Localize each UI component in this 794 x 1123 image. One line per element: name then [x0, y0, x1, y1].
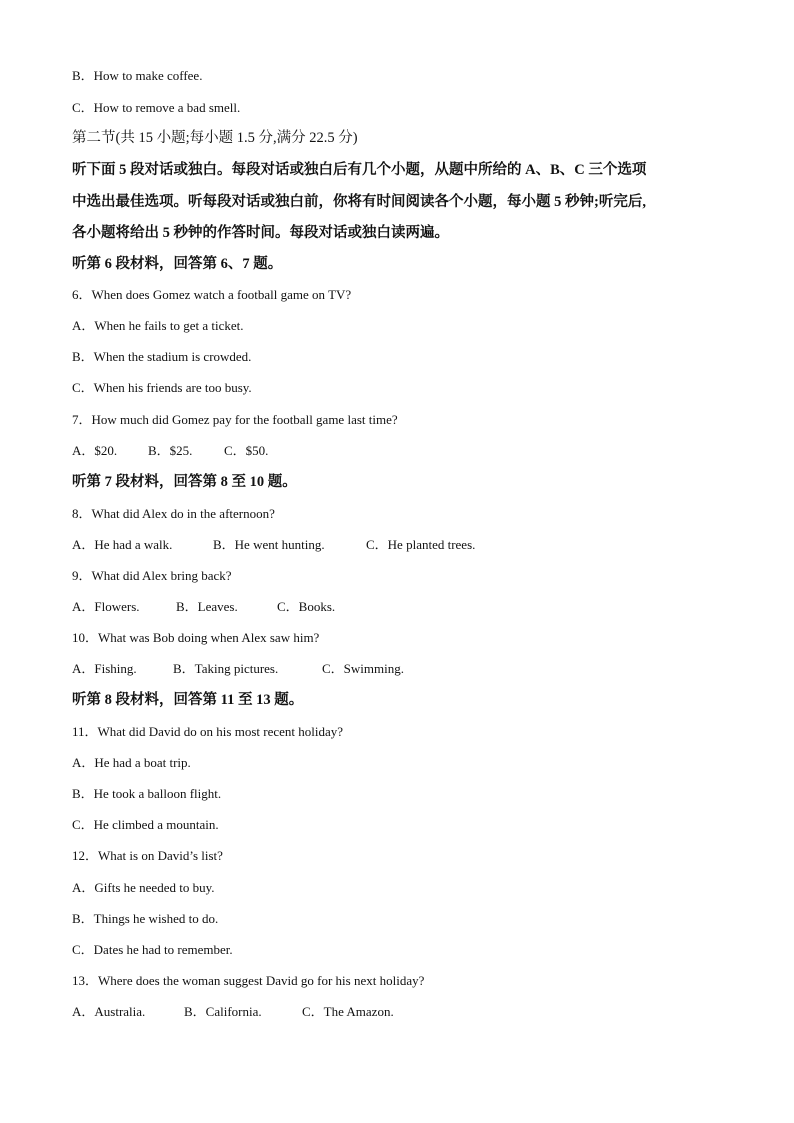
question-9-option-b: B．Leaves.	[176, 599, 238, 614]
question-8-option-a: A．He had a walk.	[72, 537, 173, 552]
option-c-prev: C．How to remove a bad smell.	[72, 100, 241, 115]
question-12-stem: 12．What is on David’s list?	[72, 848, 223, 863]
material-6-heading: 听第 6 段材料，回答第 6、7 题。	[72, 256, 283, 272]
question-11-option-b: B．He took a balloon flight.	[72, 786, 222, 801]
option-b-prev: B．How to make coffee.	[72, 68, 203, 83]
question-6-option-b: B．When the stadium is crowded.	[72, 349, 252, 364]
question-10-option-a: A．Fishing.	[72, 661, 137, 676]
question-6-option-c: C．When his friends are too busy.	[72, 380, 252, 395]
question-10-option-c: C．Swimming.	[322, 661, 404, 676]
question-12-option-b: B．Things he wished to do.	[72, 911, 219, 926]
question-7-option-c: C．$50.	[224, 443, 269, 458]
question-7-stem: 7．How much did Gomez pay for the football game last time?	[72, 412, 398, 427]
question-9-option-c: C．Books.	[277, 599, 336, 614]
question-8-option-b: B．He went hunting.	[213, 537, 325, 552]
question-12-option-a: A．Gifts he needed to buy.	[72, 880, 215, 895]
question-8-stem: 8．What did Alex do in the afternoon?	[72, 506, 275, 521]
question-11-option-c: C．He climbed a mountain.	[72, 817, 219, 832]
question-13-stem: 13．Where does the woman suggest David go for his next holiday?	[72, 973, 425, 988]
question-7-option-b: B．$25.	[148, 443, 193, 458]
instruction-line-3: 各小题将给出 5 秒钟的作答时间。每段对话或独白读两遍。	[72, 225, 449, 241]
material-8-heading: 听第 8 段材料，回答第 11 至 13 题。	[72, 692, 304, 708]
material-7-heading: 听第 7 段材料，回答第 8 至 10 题。	[72, 474, 297, 490]
question-10-stem: 10．What was Bob doing when Alex saw him?	[72, 630, 320, 645]
question-12-option-c: C．Dates he had to remember.	[72, 942, 233, 957]
question-6-option-a: A．When he fails to get a ticket.	[72, 318, 244, 333]
question-13-option-a: A．Australia.	[72, 1004, 146, 1019]
section-title: 第二节(共 15 小题;每小题 1.5 分,满分 22.5 分)	[72, 130, 358, 146]
question-9-option-a: A．Flowers.	[72, 599, 140, 614]
question-7-option-a: A．$20.	[72, 443, 118, 458]
instruction-line-2: 中选出最佳选项。听每段对话或独白前，你将有时间阅读各个小题，每小题 5 秒钟;听完后,	[72, 194, 646, 210]
question-9-stem: 9．What did Alex bring back?	[72, 568, 232, 583]
question-13-option-b: B．California.	[184, 1004, 262, 1019]
question-11-stem: 11．What did David do on his most recent holiday?	[72, 724, 344, 739]
question-10-option-b: B．Taking pictures.	[173, 661, 279, 676]
question-8-option-c: C．He planted trees.	[366, 537, 476, 552]
instruction-line-1: 听下面 5 段对话或独白。每段对话或独白后有几个小题，从题中所给的 A、B、C 三个选项	[72, 162, 647, 178]
question-6-stem: 6．When does Gomez watch a football game on TV?	[72, 287, 352, 302]
question-13-option-c: C．The Amazon.	[302, 1004, 394, 1019]
question-11-option-a: A．He had a boat trip.	[72, 755, 191, 770]
